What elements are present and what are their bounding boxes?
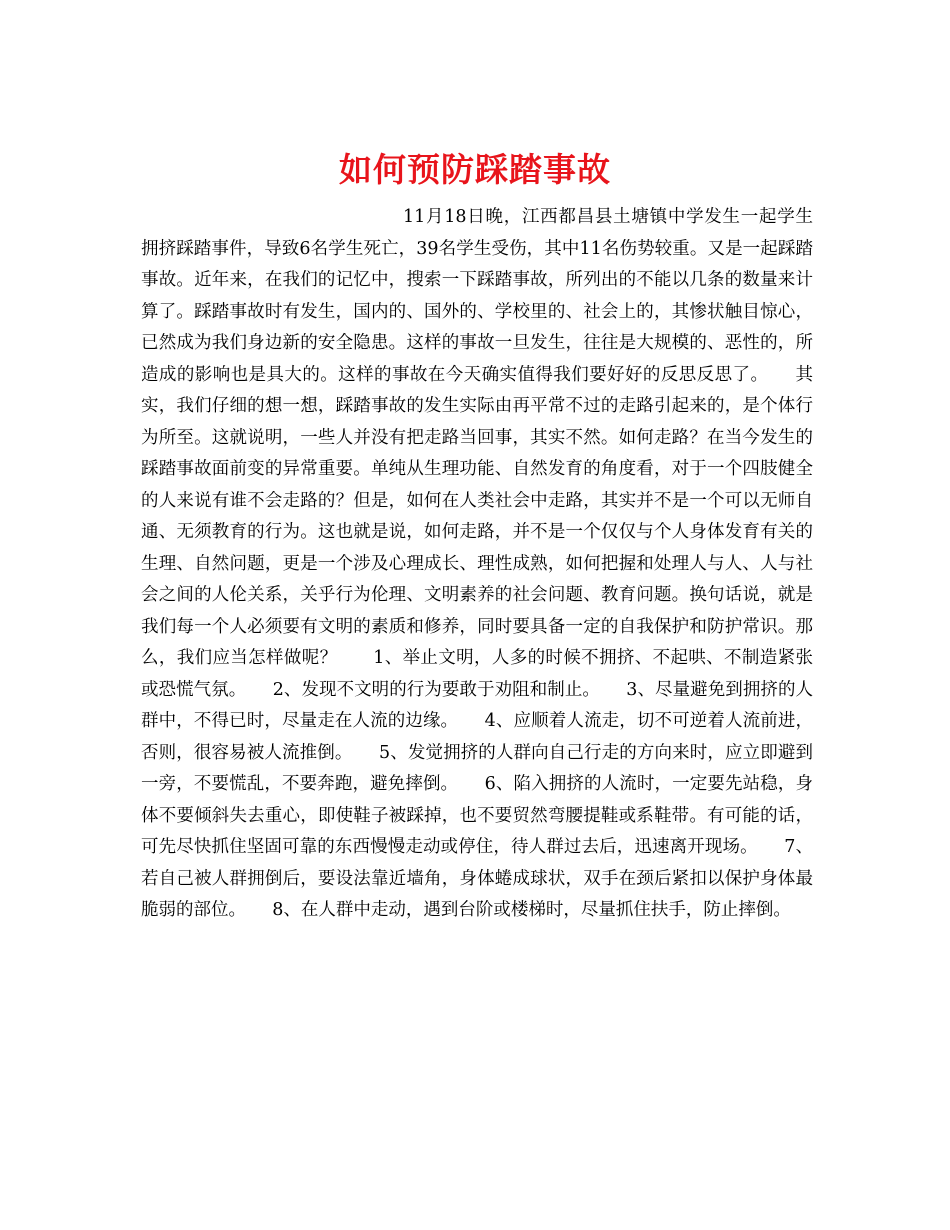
body-paragraph: 11月18日晚，江西都昌县土塘镇中学发生一起学生拥挤踩踏事件，导致6名学生死亡，39名学生受伤，其中11名伤势较重。又是一起踩踏事故。近年来，在我们的记忆中，搜索一下踩踏事故，所列出的不能以几条的数量来计算了。踩踏事故时有发生，国内的、国外的、学校里的、社会上的，其惨状触目惊心，已然成为我们身边新的安全隐患。这样的事故一旦发生，往往是大规模的、恶性的，所造成的影响也是具大的。这样的事故在今天确实值得我们要好好的反思反思了。 其实，我们仔细的想一想，踩踏事故的发生实际由再平常不过的走路引起来的，是个体行为所至。这就说明，一些人并没有把走路当回事，其实不然。如何走路？在当今发生的踩踏事故面前变的异常重要。单纯从生理功能、自然发育的角度看，对于一个四肢健全的人来说有谁不会走路的？但是，如何在人类社会中走路，其实并不是一个可以无师自通、无须教育的行为。这也就是说，如何走路，并不是一个仅仅与个人身体发育有关的生理、自然问题，更是一个涉及心理成长、理性成熟，如何把握和处理人与人、人与社会之间的人伦关系，关乎行为伦理、文明素养的社会问题、教育问题。换句话说，就是我们每一个人必须要有文明的素质和修养，同时要具备一定的自我保护和防护常识。那么，我们应当怎样做呢？ 1、举止文明，人多的时候不拥挤、不起哄、不制造紧张或恐慌气氛。 2、发现不文明的行为要敢于劝阻和制止。 3、尽量避免到拥挤的人群中，不得已时，尽量走在人流的边缘。 4、应顺着人流走，切不可逆着人流前进，否则，很容易被人流推倒。 5、发觉拥挤的人群向自己行走的方向来时，应立即避到一旁，不要慌乱，不要奔跑，避免摔倒。 6、陷入拥挤的人流时，一定要先站稳，身体不要倾斜失去重心，即使鞋子被踩掉，也不要贸然弯腰提鞋或系鞋带。有可能的话，可先尽快抓住坚固可靠的东西慢慢走动或停住，待人群过去后，迅速离开现场。 7、若自己被人群拥倒后，要设法靠近墙角，身体蜷成球状，双手在颈后紧扣以保护身体最脆弱的部位。 8、在人群中走动，遇到台阶或楼梯时，尽量抓住扶手，防止摔倒。 bbox=[141, 207, 813, 920]
page-title: 如何预防踩踏事故 bbox=[339, 150, 611, 190]
